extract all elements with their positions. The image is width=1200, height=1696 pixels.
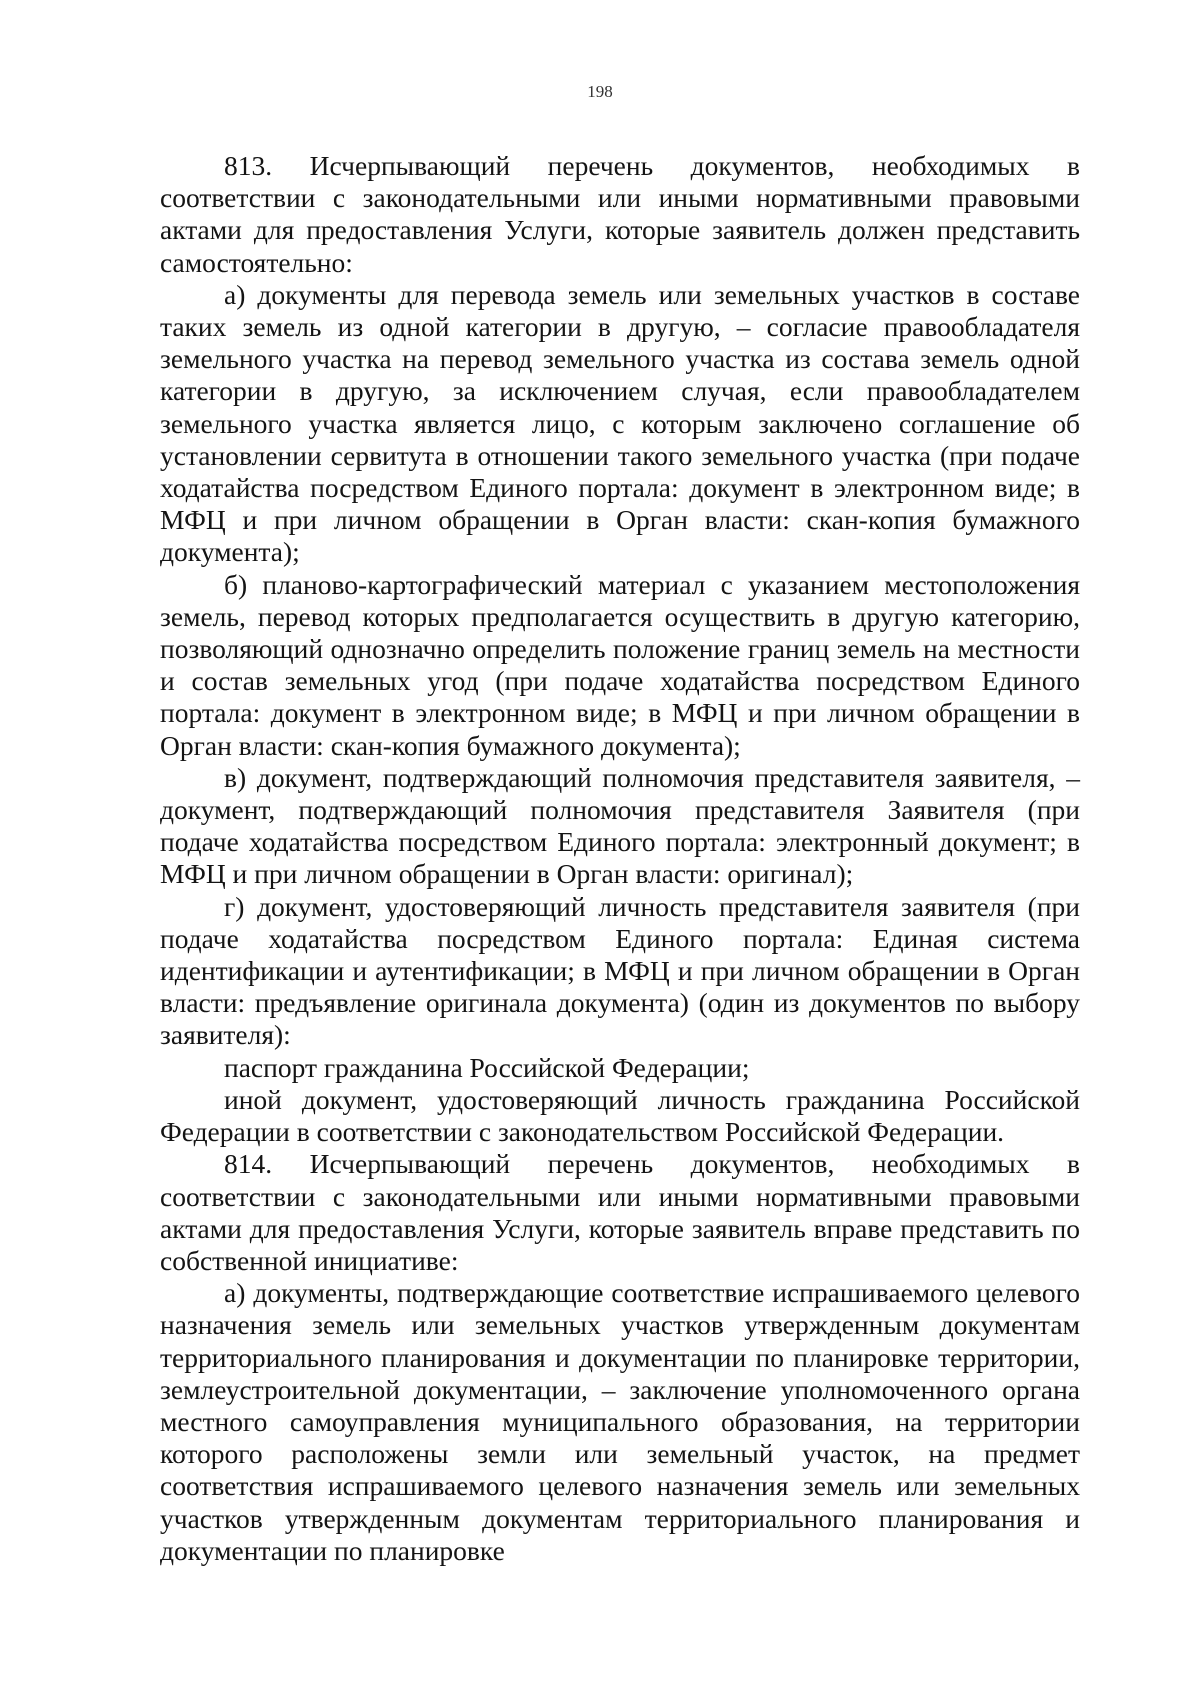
list-item-other-id: иной документ, удостоверяющий личность гражданина Российской Федерации в соответствии с законодательством Российской Федерации. xyxy=(160,1083,1080,1148)
paragraph-813-item-v: в) документ, подтверждающий полномочия представителя заявителя, – документ, подтверждающий полномочия представителя Заявителя (при подаче ходатайства посредством Единого портала: электронный документ; в МФЦ и при личном обращении в Орган власти: оригинал); xyxy=(160,761,1080,890)
page-number: 198 xyxy=(587,82,613,101)
paragraph-813-item-a: а) документы для перевода земель или земельных участков в составе таких земель из одной категории в другую, – согласие правообладателя земельного участка на перевод земельного участка из состава земель одной категории в другую, за исключением случая, если правообладателем земельного участка является лицо, с которым заключено соглашение об установлении сервитута в отношении такого земельного участка (при подаче ходатайства посредством Единого портала: документ в электронном виде; в МФЦ и при личном обращении в Орган власти: скан-копия бумажного документа); xyxy=(160,278,1080,568)
list-item-passport: паспорт гражданина Российской Федерации; xyxy=(224,1051,750,1083)
paragraph-814: 814. Исчерпывающий перечень документов, необходимых в соответствии с законодательными или иными нормативными правовыми актами для предоставления Услуги, которые заявитель вправе представить по собственной инициативе: xyxy=(160,1148,1080,1276)
document-body xyxy=(160,150,1080,1567)
paragraph-813-item-b: б) планово-картографический материал с указанием местоположения земель, перевод которых предполагается осуществить в другую категорию, позволяющий однозначно определить положение границ земель на местности и состав земельных угод (при подаче ходатайства посредством Единого портала: документ в электронном виде; в МФЦ и при личном обращении в Орган власти: скан-копия бумажного документа); xyxy=(160,568,1080,761)
paragraph-813: 813. Исчерпывающий перечень документов, необходимых в соответствии с законодательными или иными нормативными правовыми актами для предоставления Услуги, которые заявитель должен представить самостоятельно: xyxy=(160,150,1080,278)
paragraph-814-item-a: а) документы, подтверждающие соответствие испрашиваемого целевого назначения земель или земельных участков утвержденным документам территориального планирования и документации по планировке территории, землеустроительной документации, – заключение уполномоченного органа местного самоуправления муниципального образования, на территории которого расположены земли или земельный участок, на предмет соответствия испрашиваемого целевого назначения земель или земельных участков утвержденным документам территориального планирования и документации по планировке xyxy=(160,1277,1080,1566)
paragraph-813-item-g: г) документ, удостоверяющий личность представителя заявителя (при подаче ходатайства посредством Единого портала: Единая система идентификации и аутентификации; в МФЦ и при личном обращении в Орган власти: предъявление оригинала документа) (один из документов по выбору заявителя): xyxy=(160,890,1080,1051)
